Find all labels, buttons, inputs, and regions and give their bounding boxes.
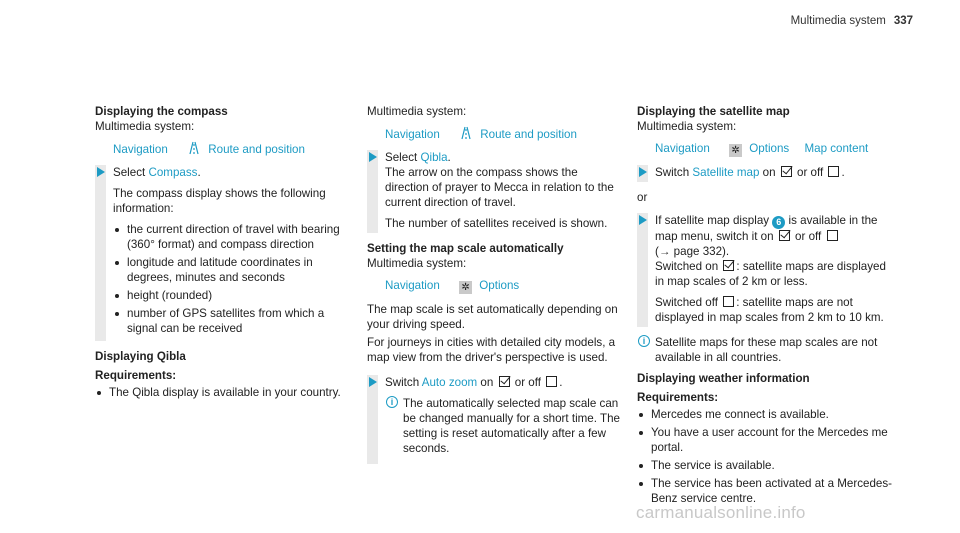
- compass-info-list: [113, 222, 350, 336]
- nav-navigation: Navigation: [113, 143, 168, 156]
- info-icon: i: [638, 335, 650, 347]
- options-gear-icon: ✲: [459, 281, 472, 294]
- nav-path: [637, 141, 897, 157]
- nav-path: [95, 141, 350, 157]
- satellite-map-link[interactable]: Satellite map: [692, 166, 760, 179]
- note: i Satellite maps for these map scales are not available in all countries.: [637, 335, 897, 365]
- paragraph: The map scale is set automatically depending on your driving speed.: [367, 303, 618, 331]
- nav-navigation: Navigation: [385, 279, 440, 292]
- nav-navigation: Navigation: [385, 128, 440, 141]
- step-select-compass: Select Compass. The compass display shows the following information: the current direction of travel with bearing (360° format) and compass direction longitude and latitude coordinates in degrees, minutes and seconds height (rounded) number of GPS satellites from which a signal can be received: [95, 165, 350, 341]
- route-icon: [459, 126, 473, 140]
- info-icon: i: [386, 396, 398, 408]
- compass-link[interactable]: Compass: [148, 166, 198, 179]
- page-header: [791, 14, 913, 29]
- list-item: height (rounded): [113, 288, 350, 303]
- requirements-heading: Requirements:: [95, 369, 177, 382]
- checkbox-checked-icon: [723, 260, 734, 271]
- step-text: Switch: [385, 376, 420, 389]
- column-3: [637, 104, 897, 509]
- note: i The automatically selected map scale can be changed manually for a short time. The setting is reset automatically after a few seconds.: [385, 396, 622, 456]
- compass-heading: Displaying the compass: [95, 105, 228, 118]
- step-text: Select: [113, 166, 146, 179]
- checkbox-empty-icon: [723, 296, 734, 307]
- nav-path: [367, 126, 622, 142]
- header-title: Multimedia system: [790, 15, 886, 27]
- list-item: longitude and latitude coordinates in degrees, minutes and seconds: [113, 255, 350, 285]
- checkbox-empty-icon: [827, 230, 838, 241]
- requirements-heading: Requirements:: [637, 391, 719, 404]
- step-auto-zoom: Switch Auto zoom on or off . i The automatically selected map scale can be changed manually for a short time. The setting is reset automatically after a few seconds.: [367, 375, 622, 464]
- callout-badge: 6: [772, 216, 785, 229]
- step-select-qibla: Select Qibla. The arrow on the compass shows the direction of prayer to Mecca in relation to the current direction of travel. The number of satellites received is shown.: [367, 150, 622, 233]
- auto-zoom-link[interactable]: Auto zoom: [421, 376, 478, 389]
- nav-navigation: Navigation: [655, 142, 710, 155]
- weather-heading: Displaying weather information: [637, 372, 810, 385]
- nav-options: Options: [749, 142, 790, 155]
- list-item: The Qibla display is available in your country.: [95, 385, 350, 400]
- step-arrow-icon: [369, 152, 377, 162]
- page-number: 337: [893, 15, 913, 27]
- step-desc-2: The number of satellites received is shown.: [385, 217, 608, 230]
- options-gear-icon: ✲: [729, 144, 742, 157]
- requirements-list: [95, 385, 350, 400]
- step-satellite-display: If satellite map display 6 is available in the map menu, switch it on or off (→ page 332). Switched on : satellite maps are displayed in map scales of 2 km or less. Switched off : satellite maps are not displayed in map scales from 2 km to 10 km.: [637, 213, 897, 327]
- step-text: Select: [385, 151, 418, 164]
- list-item: Mercedes me connect is available.: [637, 407, 897, 422]
- checkbox-checked-icon: [779, 230, 790, 241]
- column-1: [95, 104, 350, 403]
- watermark: carmanualsonline.info: [636, 503, 806, 522]
- nav-path: [367, 278, 622, 294]
- qibla-heading: Displaying Qibla: [95, 350, 186, 363]
- checkbox-empty-icon: [546, 376, 557, 387]
- route-icon: [187, 141, 201, 155]
- list-item: the current direction of travel with bearing (360° format) and compass direction: [113, 222, 350, 252]
- step-text: Switch: [655, 166, 690, 179]
- nav-map-content: Map content: [804, 142, 869, 155]
- system-label: Multimedia system:: [367, 257, 467, 270]
- step-arrow-icon: [369, 377, 377, 387]
- paragraph: For journeys in cities with detailed city models, a map view from the driver's perspective is used.: [367, 336, 616, 364]
- step-desc: The compass display shows the following information:: [113, 187, 326, 215]
- list-item: The service is available.: [637, 458, 897, 473]
- nav-options: Options: [479, 279, 520, 292]
- system-label: Multimedia system:: [637, 120, 737, 133]
- system-label: Multimedia system:: [95, 120, 195, 133]
- requirements-list: [637, 407, 897, 506]
- checkbox-checked-icon: [781, 166, 792, 177]
- page-reference: (→ page 332).: [655, 245, 730, 258]
- or-text: or: [637, 191, 648, 204]
- step-arrow-icon: [639, 215, 647, 225]
- step-arrow-icon: [97, 167, 105, 177]
- nav-route-position: Route and position: [208, 143, 305, 156]
- checkbox-empty-icon: [828, 166, 839, 177]
- list-item: number of GPS satellites from which a signal can be received: [113, 306, 350, 336]
- step-desc: The arrow on the compass shows the direction of prayer to Mecca in relation to the current direction of travel.: [385, 166, 614, 209]
- nav-route-position: Route and position: [480, 128, 577, 141]
- checkbox-checked-icon: [499, 376, 510, 387]
- list-item: The service has been activated at a Mercedes-Benz service centre.: [637, 476, 897, 506]
- satellite-heading: Displaying the satellite map: [637, 105, 790, 118]
- step-satellite-map: Switch Satellite map on or off .: [637, 165, 897, 182]
- system-label: Multimedia system:: [367, 105, 467, 118]
- column-2: [367, 104, 622, 472]
- step-arrow-icon: [639, 167, 647, 177]
- qibla-link[interactable]: Qibla: [420, 151, 448, 164]
- map-scale-heading: Setting the map scale automatically: [367, 242, 564, 255]
- list-item: You have a user account for the Mercedes me portal.: [637, 425, 897, 455]
